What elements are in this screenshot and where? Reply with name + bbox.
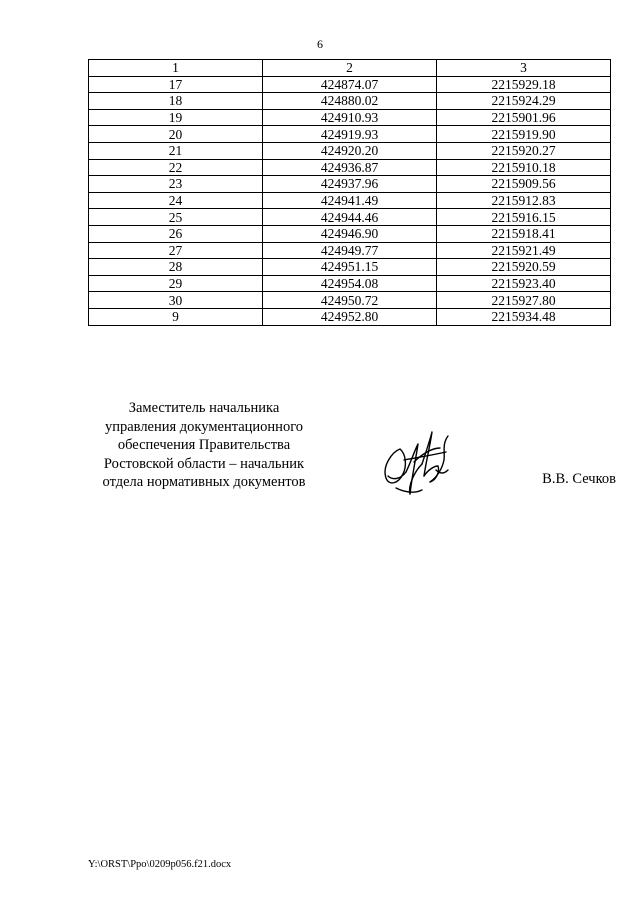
table-header-cell: 3 [437,60,611,77]
table-cell: 2215918.41 [437,225,611,242]
table-cell: 2215912.83 [437,192,611,209]
table-cell: 424937.96 [263,176,437,193]
table-cell: 424874.07 [263,76,437,93]
handwritten-signature [370,414,470,504]
table-cell: 23 [89,176,263,193]
table-cell: 2215919.90 [437,126,611,143]
table-cell: 9 [89,308,263,325]
table-row [89,259,611,276]
table-row [89,225,611,242]
table-cell: 424946.90 [263,225,437,242]
table-row [89,142,611,159]
signatory-position [80,399,328,492]
table-cell: 424944.46 [263,209,437,226]
table-cell: 2215901.96 [437,109,611,126]
table-cell: 424952.80 [263,308,437,325]
table-cell: 424954.08 [263,275,437,292]
table-row [89,159,611,176]
table-cell: 424910.93 [263,109,437,126]
table-cell: 26 [89,225,263,242]
table-cell: 2215920.27 [437,142,611,159]
table-cell: 424949.77 [263,242,437,259]
table-cell: 424920.20 [263,142,437,159]
table-cell: 2215909.56 [437,176,611,193]
table-cell: 2215921.49 [437,242,611,259]
coordinates-table-body [89,60,611,326]
table-cell: 2215910.18 [437,159,611,176]
table-row [89,275,611,292]
table-cell: 424941.49 [263,192,437,209]
signatory-position-line: управления документационного [104,418,304,435]
table-row [89,242,611,259]
table-row [89,292,611,309]
coordinates-table [88,59,611,326]
page-number: 6 [317,37,323,51]
signatory-position-line: Заместитель начальника [128,400,280,416]
table-cell: 18 [89,93,263,110]
table-cell: 2215923.40 [437,275,611,292]
table-cell: 424936.87 [263,159,437,176]
table-header-cell: 2 [263,60,437,77]
table-cell: 424880.02 [263,93,437,110]
table-cell: 2215916.15 [437,209,611,226]
table-cell: 424950.72 [263,292,437,309]
table-cell: 17 [89,76,263,93]
table-header-cell: 1 [89,60,263,77]
signatory-name: В.В. Сечков [542,471,616,487]
signatory-position-line: отдела нормативных документов [102,474,306,490]
table-row [89,109,611,126]
table-cell: 29 [89,275,263,292]
table-row [89,176,611,193]
table-cell: 21 [89,142,263,159]
table-cell: 424951.15 [263,259,437,276]
table-cell: 19 [89,109,263,126]
table-cell: 28 [89,259,263,276]
signatory-position-line: обеспечения Правительства [117,437,291,453]
table-cell: 24 [89,192,263,209]
table-row [89,76,611,93]
table-row [89,93,611,110]
table-cell: 20 [89,126,263,143]
table-cell: 27 [89,242,263,259]
table-cell: 30 [89,292,263,309]
table-row [89,126,611,143]
table-row [89,308,611,325]
file-path: Y:\ORST\Ppo\0209p056.f21.docx [88,859,232,870]
signatory-position-line: Ростовской области – начальник [103,455,305,472]
table-cell: 2215927.80 [437,292,611,309]
table-row [89,192,611,209]
table-header-row [89,60,611,77]
table-cell: 25 [89,209,263,226]
table-cell: 2215934.48 [437,308,611,325]
table-cell: 2215924.29 [437,93,611,110]
table-cell: 424919.93 [263,126,437,143]
table-cell: 2215929.18 [437,76,611,93]
table-cell: 2215920.59 [437,259,611,276]
table-row [89,209,611,226]
table-cell: 22 [89,159,263,176]
